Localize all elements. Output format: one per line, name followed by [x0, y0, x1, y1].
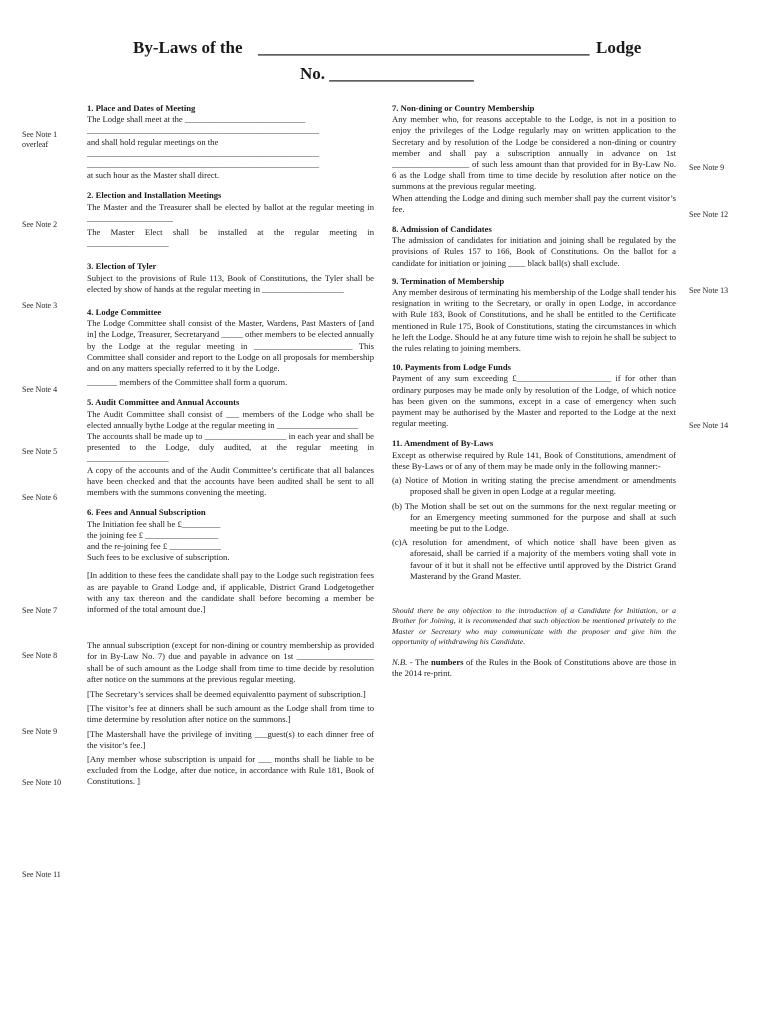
section-heading: 1. Place and Dates of Meeting	[87, 103, 196, 113]
section-heading: 6. Fees and Annual Subscription	[87, 507, 206, 518]
section-text: The Initiation fee shall be £_________	[87, 518, 221, 529]
margin-note: See Note 12	[689, 210, 729, 219]
section-10	[392, 362, 676, 429]
section-6	[87, 507, 374, 787]
title-text: By-Laws of the	[133, 38, 243, 57]
section-text: A copy of the accounts and of the Audit Committee’s certificate that all balances have been checked and that the accounts have been audited shall be sent to all members with the summons convening the meeting.	[87, 464, 374, 498]
section-3	[87, 261, 374, 295]
amendment-item-a: (a) Notice of Motion in writing stating the precise amendment or amendments proposed shall be given in open Lodge at a regular meeting.	[392, 475, 676, 497]
margin-note: See Note 9	[689, 163, 725, 172]
section-1	[87, 103, 374, 181]
margin-note: See Note 10	[22, 778, 62, 787]
section-text: The admission of candidates for initiation and joining shall be regulated by the provisions of Rules 157 to 166, Book of Constitutions. On the ballot for a candidate for initiation or joining ____ black ball(s) shall exclude.	[392, 235, 676, 268]
section-heading: 11. Amendment of By-Laws	[392, 438, 494, 449]
section-text: [The Mastershall have the privilege of inviting ___guest(s) to each dinner free of the visitor’s fee.]	[87, 728, 374, 750]
section-text: _______ members of the Committee shall form a quorum.	[87, 377, 288, 388]
lodge-number-line: No. _________________	[300, 64, 474, 83]
section-text: When attending the Lodge and dining such member shall pay the current visitor’s fee.	[392, 192, 676, 214]
margin-note: See Note 13	[689, 286, 729, 295]
section-text: at such hour as the Master shall direct.	[87, 170, 220, 181]
margin-note: See Note 7	[22, 606, 58, 615]
section-text: The Lodge shall meet at the ____________________________	[87, 114, 306, 125]
section-text: [In addition to these fees the candidate shall pay to the Lodge such registration fees as are payable to Grand Lodge and, if applicable, District Grand Lodgetogether with any tax thereon and the candidate shall before becoming a member be informed of the total amount due.]	[87, 570, 374, 614]
section-heading: 9. Termination of Membership	[392, 275, 505, 286]
blank-line: ______________________________________________________	[87, 159, 320, 170]
section-heading: 7. Non-dining or Country Membership	[392, 103, 535, 113]
section-heading: 8. Admission of Candidates	[392, 224, 492, 235]
margin-note: See Note 14	[689, 421, 729, 430]
margin-note: See Note 9	[22, 727, 58, 736]
section-text: The annual subscription (except for non-dining or country membership as provided for in By-Law No. 7) due and payable in advance on 1st __________________ shall be of such amount as the Lodge shall from time to time decide by resolution after notice on the summons at the previous regular meeting.	[87, 640, 374, 684]
nb-label: N.B.	[392, 657, 408, 668]
section-2	[87, 190, 374, 249]
section-text: The Master and the Treasurer shall be elected by ballot at the regular meeting in ____________________	[87, 201, 374, 223]
lodge-name-blank: _______________________________________	[258, 38, 590, 57]
blank-line: ______________________________________________________	[87, 147, 320, 158]
margin-note: See Note 8	[22, 651, 58, 660]
nb-text: of the Rules in the Book of Constitutions above are those in the 2014 re-print.	[392, 657, 677, 679]
section-4	[87, 307, 374, 388]
section-text: the joining fee £ _________________	[87, 529, 219, 540]
section-heading: 2. Election and Installation Meetings	[87, 190, 222, 201]
margin-note: See Note 4	[22, 385, 58, 394]
margin-note: See Note 2	[22, 220, 58, 229]
section-heading: 5. Audit Committee and Annual Accounts	[87, 397, 240, 408]
nb-bold-word: numbers	[431, 657, 464, 668]
section-heading: 4. Lodge Committee	[87, 307, 162, 318]
section-heading: 3. Election of Tyler	[87, 261, 157, 272]
section-text: Any member desirous of terminating his membership of the Lodge shall tender his resignation in writing to the Secretary, or orally in open Lodge, in accordance with Rule 183, Book of Constitutions, and he shall be entitled to the Certificate mentioned in Rule 175, Book of Constitutions, stating the circumstances in which he left the Lodge. Should he at any future time wish to rejoin he shall be subject to the rules relating to joining members.	[392, 287, 677, 354]
margin-note: See Note 11	[22, 870, 61, 879]
section-8	[392, 224, 676, 269]
section-text: [Any member whose subscription is unpaid for ___ months shall be liable to be excluded from the Lodge, after due notice, in accordance with Rule 181, Book of Constitutions. ]	[87, 753, 374, 787]
section-7	[392, 103, 676, 215]
right-column	[392, 103, 676, 680]
section-text: Except as otherwise required by Rule 141, Book of Constitutions, amendment of these By-Laws or of any of them may be made only in the following manner:-	[392, 449, 676, 471]
section-heading: 10. Payments from Lodge Funds	[392, 362, 511, 373]
objection-note: Should there be any objection to the introduction of a Candidate for Initiation, or a Brother for Joining, it is recommended that such objection be mentioned privately to the Master or Secretary who may communicate with the proposer and give him the opportunity of withdrawing his Candidate.	[392, 605, 676, 646]
section-text: Payment of any sum exceeding £______________________ if for other than ordinary purposes may be made only by resolution of the Lodge, of which notice has been given on the summons, except in a case of emergency when such payment may be authorised by the Master and reported to the Lodge at the next regular meeting.	[392, 373, 676, 429]
amendment-item-b: (b) The Motion shall be set out on the summons for the next regular meeting or for an Emergency meeting summoned for the purpose and shall at such meeting be put to the Lodge.	[392, 500, 676, 533]
margin-note: See Note 6	[22, 493, 58, 502]
section-text: Any member who, for reasons acceptable to the Lodge, is not in a position to enjoy the privileges of the Lodge regularly may on written application to the Secretary and by resolution of the Lodge be considered a non-dining or country member and shall pay a subscription annually in advance on 1st __________________ of such less amount than that provided for in By-Law No. 6 as the Lodge shall from time to time decide by resolution after notice on the summons at the previous regular meeting.	[392, 114, 676, 192]
section-text: [The visitor’s fee at dinners shall be such amount as the Lodge shall from time to time determine by resolution after notice on the summons.]	[87, 703, 374, 725]
section-text: Such fees to be exclusive of subscription.	[87, 552, 230, 563]
section-text: [The Secretary’s services shall be deemed equivalentto payment of subscription.]	[87, 688, 366, 699]
title-lodge-word: Lodge	[596, 38, 642, 57]
margin-note: See Note 3	[22, 301, 58, 310]
amendment-item-c: (c)A resolution for amendment, of which notice shall have been given as aforesaid, shall be carried if a majority of the members voting shall vote in favour of it but it shall not be effective until approved by the District Grand Masterand by the Grand Master.	[392, 537, 676, 581]
nb-text: - The	[407, 657, 432, 668]
section-text: and shall hold regular meetings on the	[87, 136, 219, 147]
section-text: The Lodge Committee shall consist of the Master, Wardens, Past Masters of [and in] the Lodge, Treasurer, Secretaryand _____ other members to be elected annually by the Lodge at the regular meeting in _______________________ This Committee shall consider and report to the Lodge on all proposals for membership and on any matters specially referred to it by the Lodge.	[87, 318, 374, 374]
left-column	[87, 103, 374, 788]
margin-note: overleaf	[22, 140, 49, 149]
section-text: The Audit Committee shall consist of ___ members of the Lodge who shall be elected annually bythe Lodge at the regular meeting in ___________________	[87, 408, 374, 430]
section-text: Subject to the provisions of Rule 113, Book of Constitutions, the Tyler shall be elected by show of hands at the regular meeting in ___________________	[87, 272, 374, 294]
section-text: The Master Elect shall be installed at the regular meeting in ___________________	[87, 227, 374, 249]
section-9	[392, 276, 676, 354]
section-text: and the re-joining fee £ ____________	[87, 540, 221, 551]
section-11	[392, 438, 676, 581]
blank-line: ______________________________________________________	[87, 125, 320, 136]
margin-note: See Note 1	[22, 130, 58, 139]
margin-note: See Note 5	[22, 447, 58, 456]
nb-note	[392, 657, 676, 679]
section-5	[87, 397, 374, 498]
section-text: The accounts shall be made up to ___________________ in each year and shall be presented to the Lodge, duly audited, at the regular meeting in ___________________	[87, 431, 374, 464]
